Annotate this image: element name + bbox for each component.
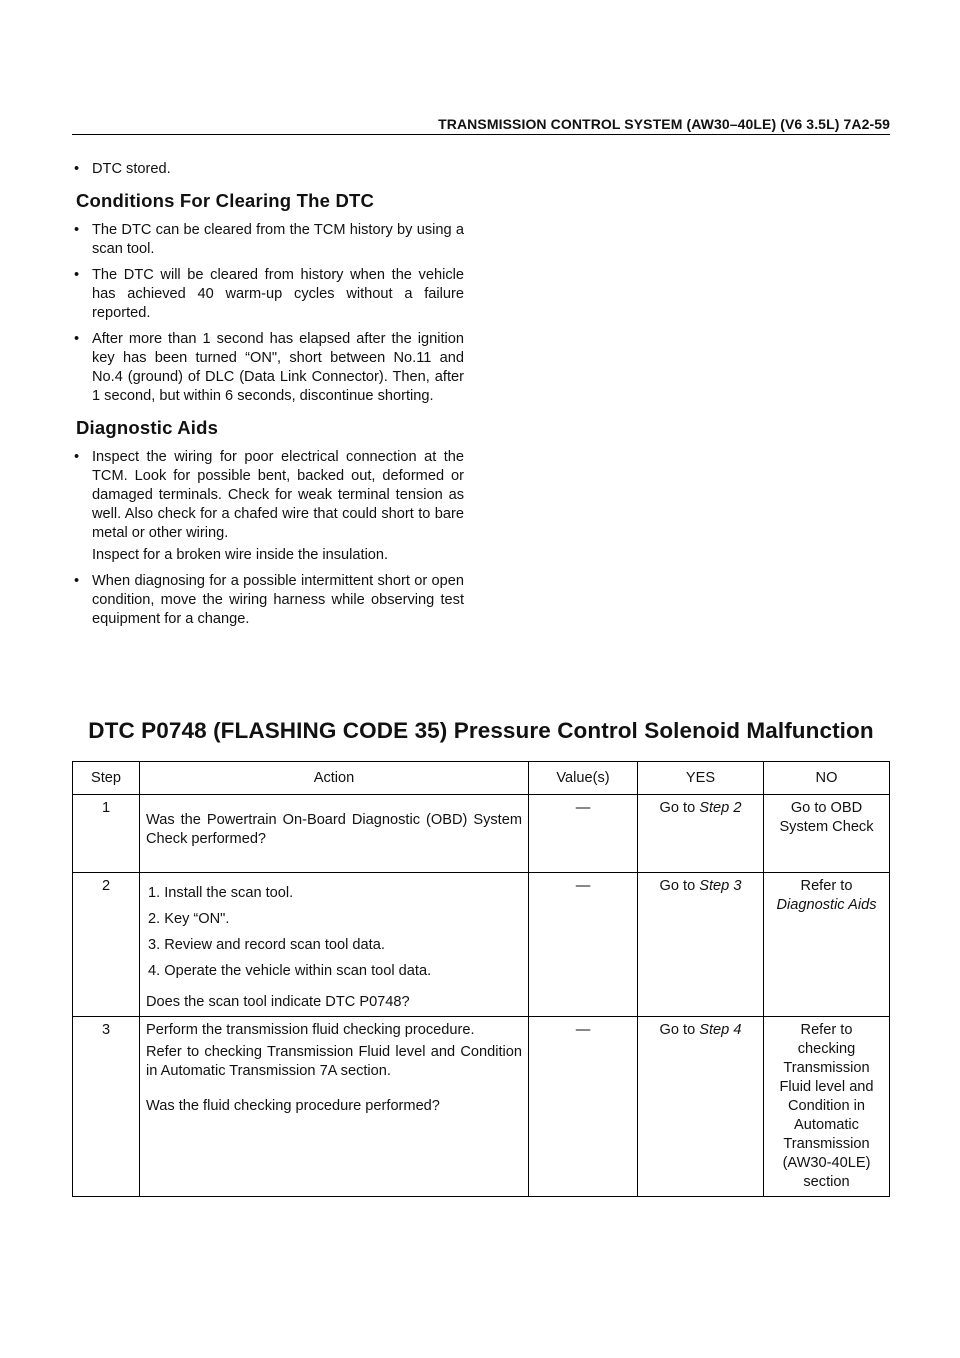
col-header-values: Value(s)	[529, 762, 638, 795]
diagnostic-steps-table	[72, 761, 890, 1197]
bullet-dtc-stored: • DTC stored.	[72, 160, 464, 179]
step-no: Go to OBD System Check	[764, 795, 890, 873]
action-item-3: 3. Review and record scan tool data.	[148, 937, 385, 953]
step-value: —	[529, 1017, 638, 1197]
header-rule	[72, 134, 890, 135]
no-diagnostic-aids-link[interactable]: Diagnostic Aids	[776, 897, 877, 913]
yes-step-link[interactable]: Step 4	[699, 1022, 742, 1038]
step-action	[140, 795, 529, 873]
heading-diagnostic-aids: Diagnostic Aids	[76, 417, 219, 438]
yes-prefix: Go to	[659, 1022, 700, 1038]
step-no: Refer to checking Transmission Fluid level and Condition in Automatic Transmission (AW30-40LE) section	[764, 1017, 890, 1197]
step-action	[140, 1017, 529, 1197]
action-question: Does the scan tool indicate DTC P0748?	[146, 994, 410, 1010]
dtc-title: DTC P0748 (FLASHING CODE 35) Pressure Control Solenoid Malfunction	[88, 718, 874, 743]
step-value: —	[529, 873, 638, 1017]
step-number: 2	[73, 873, 140, 1017]
step-value: —	[529, 795, 638, 873]
step-no	[764, 873, 890, 1017]
col-header-yes: YES	[638, 762, 764, 795]
action-item-2: 2. Key “ON".	[148, 911, 230, 927]
bullet-aids-2: • When diagnosing for a possible intermittent short or open condition, move the wiring harness while observing test equipment for a change.	[72, 572, 464, 629]
yes-step-link[interactable]: Step 3	[699, 878, 742, 894]
step-number: 1	[73, 795, 140, 873]
bullet-aids-1: • Inspect the wiring for poor electrical connection at the TCM. Look for possible bent, backed out, deformed or damaged terminals. Check for weak terminal tension as well. Also check for a chafed wire that could short to bare metal or other wiring.	[72, 448, 464, 543]
action-item-4: 4. Operate the vehicle within scan tool data.	[148, 963, 432, 979]
page-header: TRANSMISSION CONTROL SYSTEM (AW30–40LE) (V6 3.5L) 7A2-59	[438, 116, 890, 132]
bullet-clearing-1: • The DTC can be cleared from the TCM history by using a scan tool.	[72, 221, 464, 259]
table-row-step-1	[73, 795, 890, 873]
action-question: Was the fluid checking procedure performed?	[146, 1098, 440, 1114]
no-prefix: Refer to	[800, 878, 853, 894]
col-header-step: Step	[73, 762, 140, 795]
bullet-clearing-2: • The DTC will be cleared from history when the vehicle has achieved 40 warm-up cycles without a failure reported.	[72, 266, 464, 323]
step-yes	[638, 1017, 764, 1197]
action-line-2: Refer to checking Transmission Fluid level and Condition in Automatic Transmission 7A section.	[146, 1044, 522, 1079]
step-yes	[638, 873, 764, 1017]
yes-prefix: Go to	[659, 878, 700, 894]
step-action	[140, 873, 529, 1017]
table-row-step-2	[73, 873, 890, 1017]
yes-prefix: Go to	[659, 800, 700, 816]
table-header-row	[73, 762, 890, 795]
action-item-1: 1. Install the scan tool.	[148, 885, 294, 901]
table-row-step-3	[73, 1017, 890, 1197]
left-column	[72, 160, 464, 636]
heading-clearing: Conditions For Clearing The DTC	[76, 190, 375, 211]
step-yes	[638, 795, 764, 873]
yes-step-link[interactable]: Step 2	[699, 800, 742, 816]
action-line-1: Perform the transmission fluid checking procedure.	[146, 1022, 475, 1038]
bullet-clearing-3: • After more than 1 second has elapsed after the ignition key has been turned “ON", short between No.11 and No.4 (ground) of DLC (Data Link Connector). Then, after 1 second, but within 6 seconds, discontinue shorting.	[72, 330, 464, 406]
col-header-action: Action	[140, 762, 529, 795]
step-number: 3	[73, 1017, 140, 1197]
action-text: Was the Powertrain On-Board Diagnostic (OBD) System Check performed?	[146, 812, 522, 847]
col-header-no: NO	[764, 762, 890, 795]
aids-subparagraph: Inspect for a broken wire inside the insulation.	[92, 547, 389, 563]
